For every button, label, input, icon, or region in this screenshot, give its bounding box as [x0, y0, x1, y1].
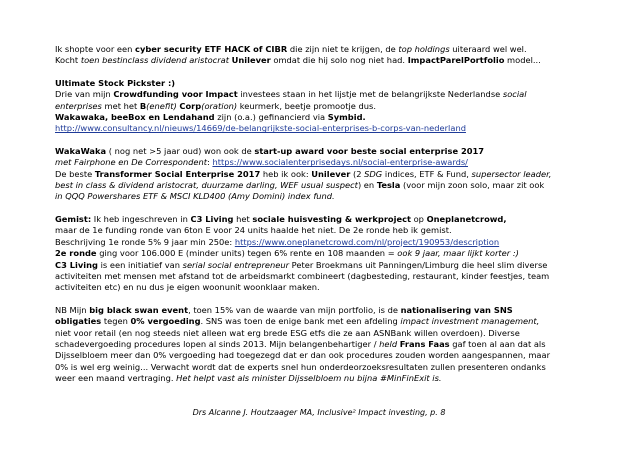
- emphasis-text: best in class & dividend aristocrat, duurzame darling, WEF usual suspect: [55, 180, 358, 191]
- paragraph-4-line-1: [55, 214, 600, 225]
- emphasis-text: SDG: [364, 168, 383, 179]
- paragraph-2-line-2: [55, 101, 600, 112]
- text-run: investees staan in het lijstje met de belangrijkste Nederlandse: [237, 89, 503, 100]
- paragraph-3-line-4: [55, 180, 600, 191]
- consultancy-link[interactable]: http://www.consultancy.nl/nieuws/14669/de-belangrijkste-social-enterprises-b-corps-van-nederland: [55, 123, 466, 134]
- emphasis-text: top holdings: [398, 44, 450, 54]
- text-run: gaf toen al aan dat als: [449, 338, 546, 349]
- bold-text: Gemist:: [55, 213, 92, 224]
- paragraph-3-line-1: [55, 146, 600, 157]
- bold-text: start-up award voor beste social enterprise 2017: [254, 145, 485, 156]
- text-run: omdat die hij solo nog niet had.: [270, 55, 408, 66]
- emphasis-text: serial social entrepreneur: [182, 259, 290, 270]
- text-run: De beste: [55, 168, 95, 179]
- bold-text: Frans Faas: [399, 338, 450, 349]
- text-run: schadevergoeding procedures lopen al sinds 2013. Mijn belangenbehartiger /: [55, 338, 380, 349]
- paragraph-5-line-1: [55, 305, 600, 316]
- text-run: Peter Broekmans uit Panningen/Limburg die heel slim diverse: [289, 259, 548, 270]
- paragraph-4-line-6: [55, 271, 600, 282]
- text-run: . SNS was toen de enige bank met een afdeling: [200, 316, 401, 327]
- bold-text: Tesla: [376, 180, 401, 191]
- section-heading: [55, 78, 600, 89]
- bold-text: WakaWaka: [55, 145, 107, 156]
- text-run: ging voor 106.000 E (minder units) tegen 6% rente en 108 maanden =: [96, 248, 398, 259]
- text-run: NB Mijn: [55, 304, 90, 315]
- text-run: maar de 1e funding ronde van 6ton E voor 24 units haalde het niet. De 2e ronde heb ik gemist.: [55, 225, 452, 236]
- bold-text: Symbid.: [327, 112, 366, 123]
- text-run: ( nog net >5 jaar oud) won ook de: [106, 145, 255, 156]
- text-run: die zijn niet te krijgen, de: [287, 44, 399, 54]
- text-run: het: [233, 213, 253, 224]
- heading-text: Ultimate Stock Pickster :): [55, 77, 176, 88]
- text-run: Kocht: [55, 55, 81, 66]
- bold-text: Crowdfunding voor Impact: [113, 89, 238, 100]
- text-run: indices, ETF & Fund,: [382, 168, 472, 179]
- bold-text: C3 Living: [55, 259, 98, 270]
- paragraph-5-line-3: [55, 328, 600, 339]
- text-run: (voor mijn zoon solo, maar zit ook: [400, 180, 545, 191]
- text-run: ) en: [357, 180, 377, 191]
- text-run: :: [207, 157, 213, 168]
- bold-text: Wakawaka, beeBox en Lendahand: [55, 112, 215, 123]
- paragraph-2-line-3: [55, 112, 600, 123]
- paragraph-3-line-5: [55, 191, 600, 202]
- text-run: 0% is wel erg weinig... Verwacht wordt dat de experts snel hun onderdeorzoeksresultaten zullen presenteren ondanks: [55, 361, 546, 372]
- bold-text: big black swan event: [89, 304, 189, 315]
- text-run: Beschrijving 1e ronde 5% 9 jaar min 250e:: [55, 236, 235, 247]
- text-run: (2: [350, 168, 365, 179]
- etf-name: cyber security ETF HACK of CIBR: [135, 44, 288, 54]
- paragraph-4-line-2: [55, 225, 600, 236]
- text-run: zijn (o.a.) gefinancierd via: [214, 112, 328, 123]
- text-run: Dijsselbloem meer dan 0% vergoeding had toegezegd dat er dan ook procedures zouden worden aangespannen, maar: [55, 350, 550, 361]
- text-run: model...: [504, 55, 541, 66]
- paragraph-1-line-2: [55, 55, 600, 66]
- bold-text: obligaties: [55, 316, 102, 327]
- awards-link[interactable]: https://www.socialenterprisedays.nl/social-enterprise-awards/: [212, 157, 468, 168]
- text-run: niet voor retail (en nog steeds niet alleen wat erg brede ESG etfs die ze aan ASNBank willen overdoen). Diverse: [55, 327, 520, 338]
- paragraph-5-line-5: [55, 350, 600, 361]
- bold-text: Transformer Social Enterprise 2017: [94, 168, 261, 179]
- page-footer: Drs Alcanne J. Houtzaager MA, Inclusive² Impact investing, p. 8: [192, 408, 446, 417]
- text-run: Ik shopte voor een: [55, 44, 136, 54]
- text-run: op: [410, 213, 427, 224]
- text-run: keurmerk, beetje promootje dus.: [237, 100, 376, 111]
- paragraph-4-line-7: [55, 282, 600, 293]
- paragraph-5-line-4: [55, 339, 600, 350]
- text-run: is een initiatief van: [97, 259, 183, 270]
- paragraph-4-line-5: [55, 260, 600, 271]
- company-name: Unilever: [231, 55, 271, 66]
- text-run: activiteiten etc) en nu dus je eigen woonunit woonklaar maken.: [55, 282, 320, 293]
- emphasis-text: enterprises: [55, 100, 102, 111]
- bold-text: 0% vergoeding: [130, 316, 201, 327]
- emphasis-text: in QQQ Powershares ETF & MSCI KLD400 (Amy Domini) index fund.: [55, 191, 335, 202]
- bold-text: Corp: [179, 100, 202, 111]
- paragraph-5-line-7: [55, 373, 600, 384]
- portfolio-name: ImpactParelPortfolio: [407, 55, 505, 66]
- emphasis-text: toen bestinclass dividend aristocrat: [80, 55, 229, 66]
- emphasis-text: held: [379, 338, 398, 349]
- text-run: Drie van mijn: [55, 89, 114, 100]
- text-run: Ik heb ingeschreven in: [91, 213, 191, 224]
- page-content: [55, 44, 600, 385]
- bold-text: C3 Living: [190, 213, 234, 224]
- bold-text: nationalisering van SNS: [400, 304, 513, 315]
- emphasis-text: social: [502, 89, 527, 100]
- emphasis-text: met Fairphone en De Correspondent: [55, 157, 207, 168]
- emphasis-text: (enefit): [146, 100, 177, 111]
- bold-text: sociale huisvesting & werkproject: [252, 213, 411, 224]
- bold-text: Oneplanetcrowd,: [426, 213, 507, 224]
- paragraph-4-line-4: [55, 248, 600, 259]
- oneplanetcrowd-link[interactable]: https://www.oneplanetcrowd.com/nl/project/190953/description: [234, 236, 500, 247]
- text-run: activiteiten met mensen met afstand tot de arbeidsmarkt combineert (dagbesteding, restaurant, kinder feestjes, team: [55, 270, 550, 281]
- paragraph-2-line-4: [55, 123, 600, 134]
- emphasis-text: Het helpt vast als minister Dijsselbloem nu bijna #MinFinExit is.: [176, 373, 442, 384]
- emphasis-text: ook 9 jaar, maar lijkt korter :): [397, 248, 519, 259]
- bold-text: B: [139, 100, 147, 111]
- bold-text: Unilever: [311, 168, 351, 179]
- emphasis-text: (oration): [201, 100, 238, 111]
- paragraph-3-line-3: [55, 169, 600, 180]
- bold-text: 2e ronde: [55, 248, 97, 259]
- text-run: uiteraard wel wel.: [449, 44, 527, 54]
- paragraph-4-line-3: [55, 237, 600, 248]
- paragraph-5-line-6: [55, 362, 600, 373]
- text-run: weer een maand vertraging.: [55, 373, 177, 384]
- text-run: met het: [101, 100, 140, 111]
- paragraph-5-line-2: [55, 316, 600, 327]
- text-run: heb ik ook:: [260, 168, 312, 179]
- emphasis-text: supersector leader,: [471, 168, 552, 179]
- text-run: , toen 15% van de waarde van mijn portfolio, is de: [188, 304, 401, 315]
- text-run: tegen: [101, 316, 131, 327]
- paragraph-2-line-1: [55, 89, 600, 100]
- paragraph-1-line-1: [55, 44, 600, 55]
- paragraph-3-line-2: [55, 157, 600, 168]
- emphasis-text: impact investment management,: [400, 316, 540, 327]
